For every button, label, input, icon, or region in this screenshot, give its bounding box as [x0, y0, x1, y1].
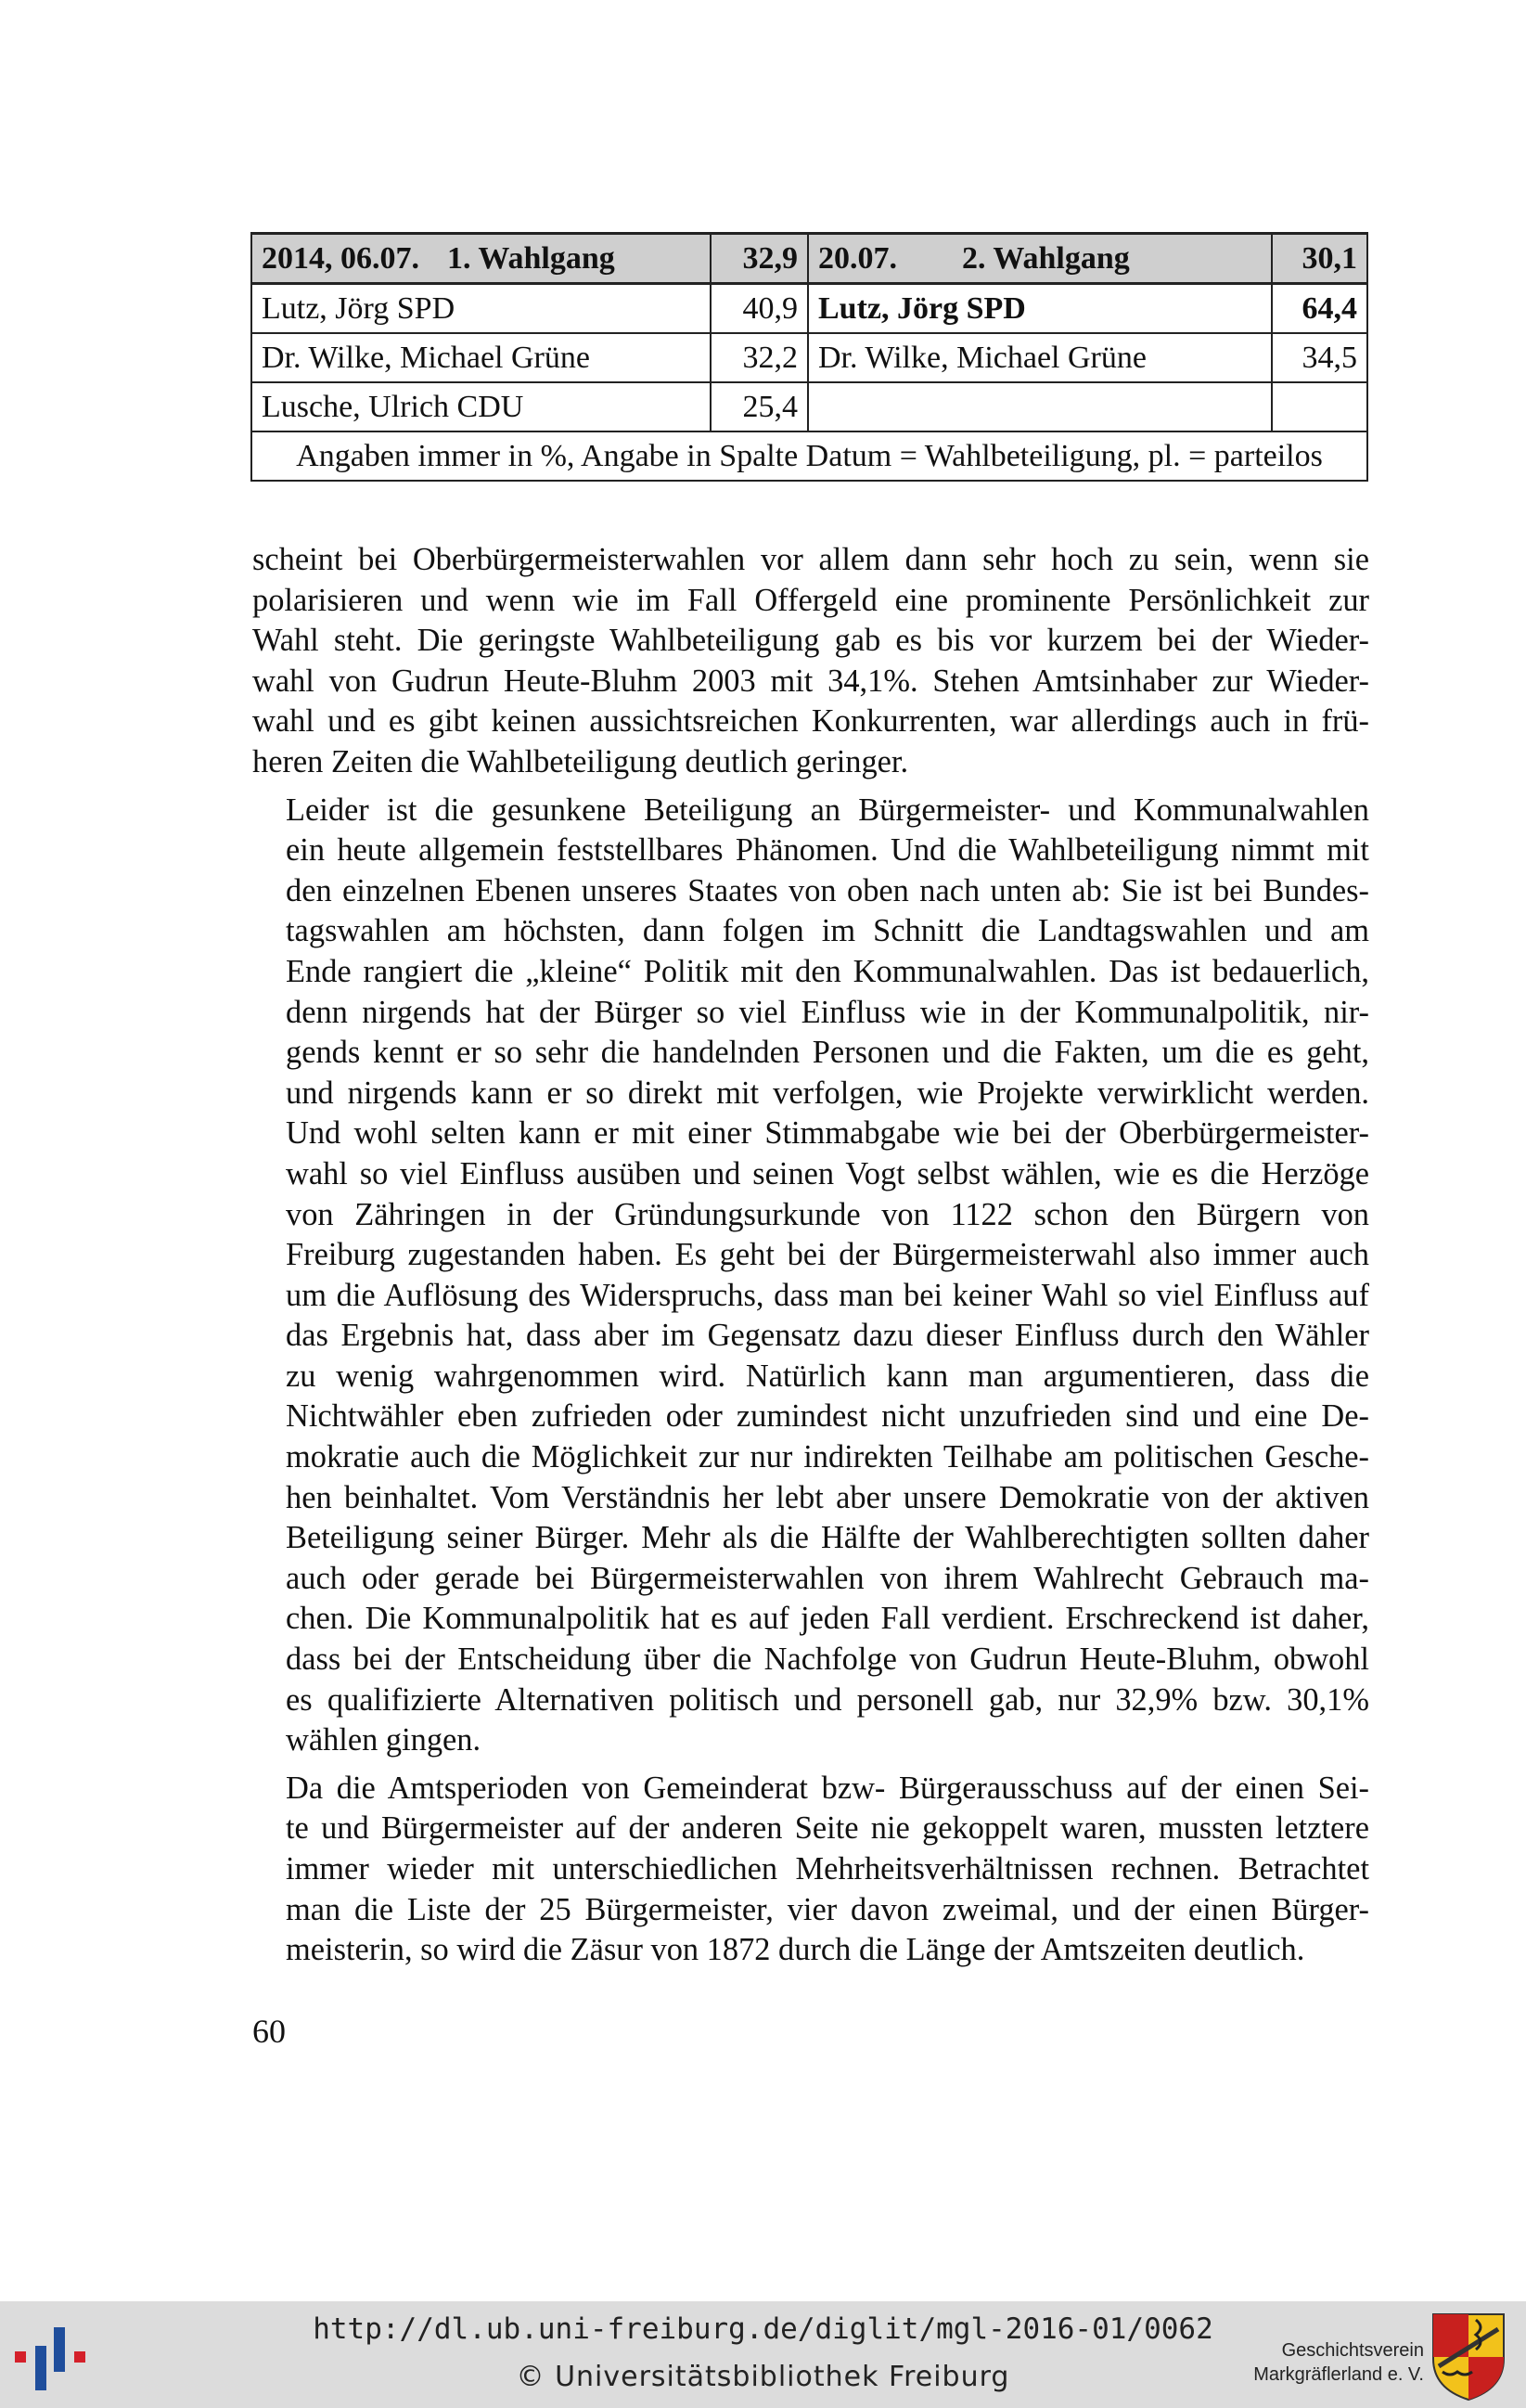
text-line: gends kennt er so sehr die handelnden Personen und die Fakten, um die es geht, [286, 1035, 1369, 1071]
text-line: hen beinhaltet. Vom Verständnis her lebt aber unsere Demokratie von der aktiven [286, 1479, 1369, 1515]
text-line: das Ergebnis hat, dass aber im Gegensatz dazu dieser Einfluss durch den Wähler [286, 1318, 1369, 1354]
first-round-label: 1. Wahlgang [447, 240, 615, 276]
candidate-result: 64,4 [1272, 284, 1367, 334]
body-text [252, 540, 1369, 1971]
text-line: auch oder gerade bei Bürgermeisterwahlen von ihrem Wahlrecht Gebrauch ma- [286, 1560, 1369, 1596]
coat-of-arms-icon [1430, 2311, 1507, 2402]
text-line: tagswahlen am höchsten, dann folgen im Schnitt die Landtagswahlen und am [286, 913, 1369, 949]
text-line: mokratie auch die Möglichkeit zur nur indirekten Teilhabe am politischen Gesche- [286, 1439, 1369, 1475]
text-line: polarisieren und wenn wie im Fall Offergeld eine prominente Persönlichkeit zur [252, 582, 1369, 618]
paragraph [252, 540, 1369, 783]
text-line: und nirgends kann er so direkt mit verfolgen, wie Projekte verwirklicht werden. [286, 1075, 1369, 1111]
text-line: Leider ist die gesunkene Beteiligung an Bürgermeister- und Kommunalwahlen [286, 792, 1369, 828]
text-line: den einzelnen Ebenen unseres Staates von oben nach unten ab: Sie ist bei Bundes- [286, 872, 1369, 908]
text-line: Da die Amtsperioden von Gemeinderat bzw- Bürgerausschuss auf der einen Sei- [286, 1770, 1369, 1806]
text-line: wahl so viel Einfluss ausüben und seinen Vogt selbst wählen, wie es die Herzöge [286, 1155, 1369, 1191]
text-line: man die Liste der 25 Bürgermeister, vier davon zweimal, und der einen Bürger- [286, 1891, 1369, 1927]
second-round-turnout: 30,1 [1272, 234, 1367, 284]
text-line: von Zähringen in der Gründungsurkunde von 1122 schon den Bürgern von [286, 1196, 1369, 1232]
text-line: ein heute allgemein feststellbares Phänomen. Und die Wahlbeteiligung nimmt mit [286, 832, 1369, 869]
candidate-name: Lusche, Ulrich CDU [251, 382, 711, 431]
text-line: Und wohl selten kann er mit einer Stimmabgabe wie bei der Oberbürgermeister- [286, 1115, 1369, 1152]
paragraph [252, 1769, 1369, 1971]
footer [0, 2301, 1526, 2408]
text-line: heren Zeiten die Wahlbeteiligung deutlich geringer. [252, 743, 909, 779]
text-line: te und Bürgermeister auf der anderen Seite nie gekoppelt waren, mussten letztere [286, 1810, 1369, 1847]
first-round-turnout: 32,9 [711, 234, 808, 284]
second-round-date: 20.07. [818, 240, 897, 276]
second-round-date-cell [808, 234, 1272, 284]
text-line: immer wieder mit unterschiedlichen Mehrheitsverhältnissen rechnen. Betrachtet [286, 1851, 1369, 1886]
first-round-date: 2014, 06.07. [262, 240, 419, 276]
text-line: wahl und es gibt keinen aussichtsreichen Konkurrenten, war allerdings auch in frü- [252, 703, 1369, 740]
candidate-name: Lutz, Jörg SPD [808, 284, 1272, 334]
first-round-date-cell [251, 234, 711, 284]
election-results-table [250, 232, 1368, 482]
table-note: Angaben immer in %, Angabe in Spalte Datum = Wahlbeteiligung, pl. = parteilos [251, 431, 1367, 481]
text-line: Wahl steht. Die geringste Wahlbeteiligung gab es bis vor kurzem bei der Wieder- [252, 623, 1369, 659]
text-line: meisterin, so wird die Zäsur von 1872 durch die Länge der Amtszeiten deutlich. [286, 1932, 1305, 1968]
footer-org-name-2: Markgräflerland e. V. [1253, 2364, 1424, 2385]
candidate-name [808, 382, 1272, 431]
table-row [251, 333, 1367, 382]
candidate-result: 40,9 [711, 284, 808, 334]
text-line: Freiburg zugestanden haben. Es geht bei der Bürgermeisterwahl also immer auch [286, 1237, 1369, 1273]
text-line: Nichtwähler eben zufrieden oder zumindest nicht unzufrieden sind und eine De- [286, 1398, 1369, 1435]
second-round-label: 2. Wahlgang [962, 240, 1130, 276]
table-row [251, 382, 1367, 431]
candidate-name: Lutz, Jörg SPD [251, 284, 711, 334]
text-line: Beteiligung seiner Bürger. Mehr als die Hälfte der Wahlberechtigten sollten daher [286, 1520, 1369, 1556]
text-line: chen. Die Kommunalpolitik hat es auf jeden Fall verdient. Erschreckend ist daher, [286, 1601, 1369, 1637]
candidate-name: Dr. Wilke, Michael Grüne [251, 333, 711, 382]
text-line: zu wenig wahrgenommen wird. Natürlich kann man argumentieren, dass die [286, 1358, 1369, 1394]
candidate-result [1272, 382, 1367, 431]
text-line: es qualifizierte Alternativen politisch und personell gab, nur 32,9% bzw. 30,1% [286, 1681, 1369, 1718]
footer-org-name: Geschichtsverein [1281, 2340, 1424, 2361]
text-line: wählen gingen. [286, 1722, 481, 1758]
text-line: Ende rangiert die „kleine“ Politik mit den Kommunalwahlen. Das ist bedauerlich, [286, 953, 1369, 989]
page-number: 60 [252, 2013, 286, 2050]
candidate-result: 34,5 [1272, 333, 1367, 382]
text-line: dass bei der Entscheidung über die Nachfolge von Gudrun Heute-Bluhm, obwohl [286, 1642, 1369, 1678]
candidate-name: Dr. Wilke, Michael Grüne [808, 333, 1272, 382]
paragraph [252, 791, 1369, 1761]
candidate-result: 32,2 [711, 333, 808, 382]
text-line: scheint bei Oberbürgermeisterwahlen vor allem dann sehr hoch zu sein, wenn sie [252, 542, 1369, 577]
text-line: wahl von Gudrun Heute-Bluhm 2003 mit 34,1%. Stehen Amtsinhaber zur Wieder- [252, 663, 1369, 699]
footer-url-link[interactable]: http://dl.ub.uni-freiburg.de/diglit/mgl-2016-01/0062 [313, 2312, 1213, 2346]
footer-copyright: © Universitätsbibliothek Freiburg [516, 2361, 1010, 2393]
table-note-row [251, 431, 1367, 481]
candidate-result: 25,4 [711, 382, 808, 431]
table-row [251, 284, 1367, 334]
text-line: denn nirgends hat der Bürger so viel Einfluss wie in der Kommunalpolitik, nir- [286, 994, 1369, 1030]
text-line: um die Auflösung des Widerspruchs, dass man bei keiner Wahl so viel Einfluss auf [286, 1277, 1369, 1313]
table-header-row [251, 234, 1367, 284]
